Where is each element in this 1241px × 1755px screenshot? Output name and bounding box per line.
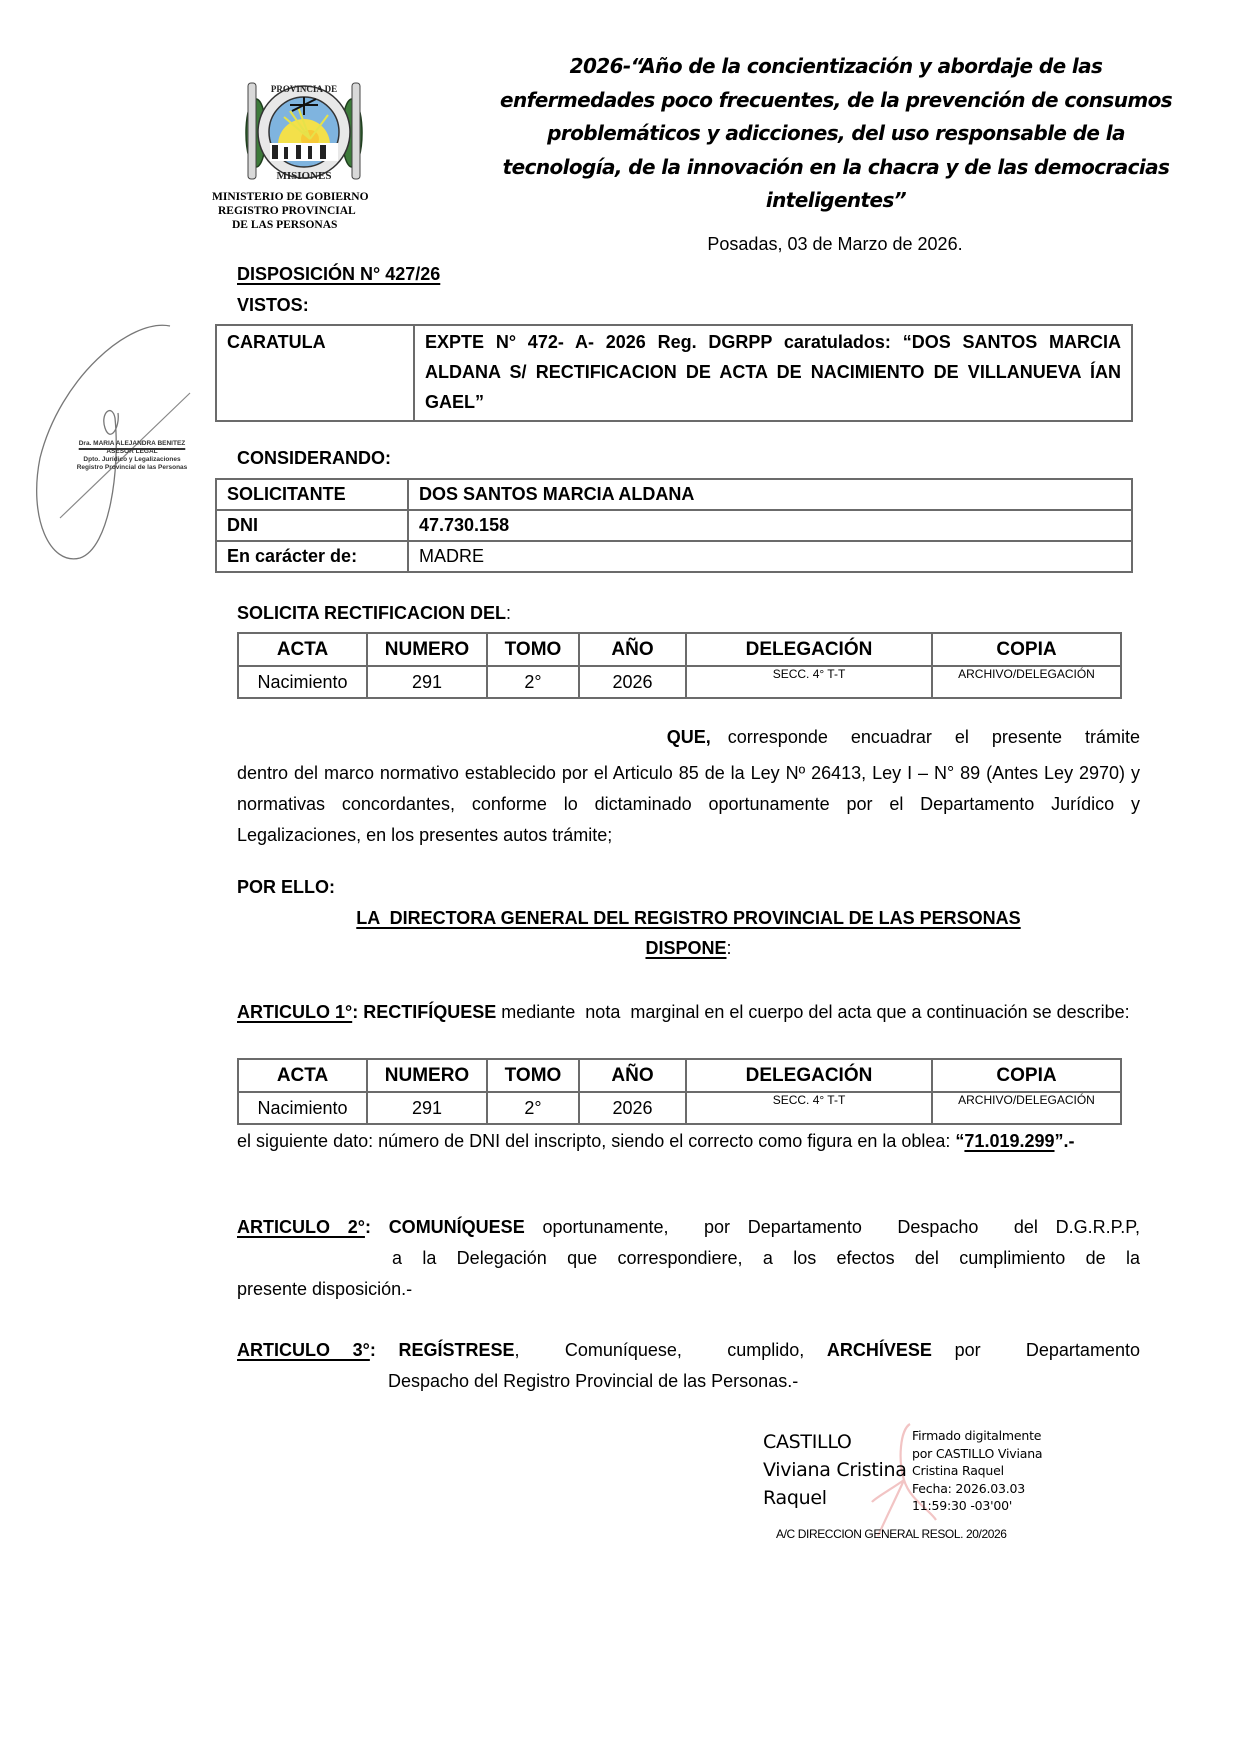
article-1-after-text: el siguiente dato: número de DNI del inscripto, siendo el correcto como figura en la oblea: (237, 1131, 951, 1151)
article-2-label: ARTICULO 2° (237, 1217, 365, 1237)
article-2 (237, 1212, 1140, 1305)
col-header: DELEGACIÓN (686, 633, 932, 666)
cell-numero: 291 (367, 1092, 487, 1124)
stamp-line: Dpto. Jurídico y Legalizaciones (83, 456, 181, 463)
article-2-line2: a la Delegación que correspondiere, a los efectos del cumplimiento de la (392, 1248, 1140, 1268)
motto-line: inteligentes” (765, 188, 907, 212)
article-1-verb: RECTIFÍQUESE (363, 1002, 497, 1022)
dispone-heading (237, 938, 1140, 959)
cell-anio: 2026 (579, 666, 686, 698)
motto-line: problemáticos y adicciones, del uso responsable de la (547, 121, 1125, 145)
article-2-colon: : (364, 1217, 371, 1237)
signer-name (763, 1428, 907, 1512)
col-header: ACTA (238, 1059, 367, 1092)
article-2-line (237, 1212, 1140, 1243)
dni-key: DNI (216, 510, 408, 541)
signer-name-line: Raquel (763, 1487, 827, 1509)
table-row (216, 325, 1132, 421)
article-3 (237, 1335, 1140, 1397)
article-3-label: ARTICULO 3° (237, 1340, 370, 1360)
table-row (216, 541, 1132, 572)
solicita-label (237, 603, 511, 624)
col-header: NUMERO (367, 633, 487, 666)
cell-anio: 2026 (579, 1092, 686, 1124)
col-header: COPIA (932, 1059, 1121, 1092)
que-first-text: corresponde encuadrar el presente trámite (727, 727, 1140, 747)
signature-detail-line: Fecha: 2026.03.03 (912, 1480, 1026, 1496)
dispone-colon: : (726, 938, 732, 958)
table-header-row (238, 633, 1121, 666)
svg-text:PROVINCIA DE: PROVINCIA DE (270, 84, 338, 94)
ministry-line: REGISTRO PROVINCIAL (218, 205, 356, 217)
cell-acta: Nacimiento (238, 1092, 367, 1124)
cell-copia: ARCHIVO/DELEGACIÓN (932, 1092, 1121, 1124)
corrected-dni-value: 71.019.299 (964, 1131, 1055, 1151)
article-2-line1: oportunamente, por Departamento Despacho del D.G.R.P.P, (542, 1217, 1140, 1237)
authority-heading (237, 908, 1140, 929)
caratula-value: EXPTE N° 472- A- 2026 Reg. DGRPP caratulados: “DOS SANTOS MARCIA ALDANA S/ RECTIFICACION DE ACTA DE NACIMIENTO DE VILLANUEVA ÍAN GAEL” (414, 325, 1132, 421)
table-header-row (238, 1059, 1121, 1092)
signature-detail-line: Firmado digitalmente (912, 1428, 1042, 1443)
ministry-header (212, 190, 392, 232)
role-key: En carácter de: (216, 541, 408, 572)
col-header: ACTA (238, 633, 367, 666)
applicant-key: SOLICITANTE (216, 479, 408, 510)
article-1-quote-close: ”.- (1054, 1131, 1075, 1151)
caratula-label: CARATULA (216, 325, 414, 421)
article-3-colon: : (369, 1340, 376, 1360)
authority-text: LA DIRECTORA GENERAL DEL REGISTRO PROVINCIAL DE LAS PERSONAS (356, 908, 1021, 928)
dispone-text: DISPONE (645, 938, 727, 958)
legal-advisor-stamp (62, 440, 202, 472)
que-lead: QUE, (666, 727, 711, 747)
stamp-line: Dra. MARIA ALEJANDRA BENITEZ (78, 440, 186, 447)
col-header: NUMERO (367, 1059, 487, 1092)
signature-detail-line: por CASTILLO Viviana (912, 1445, 1043, 1461)
por-ello-label: POR ELLO: (237, 877, 335, 897)
vistos-label: VISTOS: (237, 295, 309, 315)
col-header: DELEGACIÓN (686, 1059, 932, 1092)
svg-text:MISIONES: MISIONES (276, 170, 332, 182)
motto-line: 2026-“Año de la concientización y abordaje de las (569, 54, 1103, 78)
role-value: MADRE (408, 541, 1132, 572)
disposition-title: DISPOSICIÓN N° 427/26 (237, 264, 441, 284)
dni-value: 47.730.158 (408, 510, 1132, 541)
signature-detail-line: Cristina Raquel (912, 1463, 1004, 1478)
article-3-line2: Despacho del Registro Provincial de las Personas.- (388, 1371, 799, 1391)
article-2-verb: COMUNÍQUESE (388, 1217, 525, 1237)
document-date: Posadas, 03 de Marzo de 2026. (707, 234, 963, 254)
article-3-verb2: ARCHÍVESE (826, 1340, 932, 1360)
article-1 (237, 997, 1140, 1028)
col-header: AÑO (579, 1059, 686, 1092)
article-1-label: ARTICULO 1° (237, 1002, 353, 1022)
signer-name-line: Viviana Cristina (763, 1459, 907, 1481)
considerando-label: CONSIDERANDO: (237, 448, 392, 468)
signer-name-line: CASTILLO (763, 1431, 852, 1453)
digital-signature-details (912, 1427, 1042, 1515)
signature-detail-line: 11:59:30 -03'00' (912, 1498, 1013, 1513)
article-3-verb1: REGÍSTRESE (398, 1340, 515, 1360)
acta-table-request (237, 632, 1122, 699)
article-1-colon: : (352, 1002, 359, 1022)
ministry-line: MINISTERIO DE GOBIERNO (212, 191, 369, 203)
col-header: TOMO (487, 633, 579, 666)
cell-acta: Nacimiento (238, 666, 367, 698)
acta-table-rectify (237, 1058, 1122, 1125)
col-header: TOMO (487, 1059, 579, 1092)
applicant-table (215, 478, 1133, 573)
table-row (238, 666, 1121, 698)
provincia-misiones-coat-of-arms-logo (240, 75, 368, 193)
que-paragraph: dentro del marco normativo establecido por el Articulo 85 de la Ley Nº 26413, Ley I – N° 89 (Antes Ley 2970) y normativas concordantes, conforme lo dictaminado oportunamente por el Departamento Jurídico y Legalizaciones, en los presentes autos trámite; (237, 763, 1140, 845)
article-3-line (237, 1335, 1140, 1366)
table-row (238, 1092, 1121, 1124)
article-1-text: mediante nota marginal en el cuerpo del acta que a continuación se describe: (501, 1002, 1130, 1022)
stamp-line: Registro Provincial de las Personas (76, 464, 188, 471)
que-first-line (237, 727, 1140, 748)
cell-tomo: 2° (487, 666, 579, 698)
cell-numero: 291 (367, 666, 487, 698)
article-3-text2: por Departamento (954, 1340, 1140, 1360)
cell-tomo: 2° (487, 1092, 579, 1124)
motto-line: enfermedades poco frecuentes, de la prevención de consumos (499, 87, 1173, 112)
cell-delegacion: SECC. 4° T-T (686, 1092, 932, 1124)
article-2-line3: presente disposición.- (237, 1279, 413, 1299)
signer-resolution: A/C DIRECCION GENERAL RESOL. 20/2026 (776, 1527, 1007, 1541)
cell-delegacion: SECC. 4° T-T (686, 666, 932, 698)
table-row (216, 510, 1132, 541)
solicita-label-text: SOLICITA RECTIFICACION DEL (237, 603, 506, 623)
ministry-line: DE LAS PERSONAS (232, 219, 338, 231)
caratula-table (215, 324, 1133, 422)
solicita-label-colon: : (506, 603, 512, 623)
applicant-value: DOS SANTOS MARCIA ALDANA (408, 479, 1132, 510)
article-1-continuation (237, 1126, 1140, 1157)
table-row (216, 479, 1132, 510)
col-header: COPIA (932, 633, 1121, 666)
article-3-text1: , Comuníquese, cumplido, (514, 1340, 805, 1360)
motto-line: tecnología, de la innovación en la chacra y de las democracias (502, 154, 1170, 179)
stamp-line: ASESOR LEGAL (106, 448, 158, 455)
cell-copia: ARCHIVO/DELEGACIÓN (932, 666, 1121, 698)
article-1-quote-open: “ (955, 1131, 965, 1151)
year-motto (480, 50, 1192, 218)
col-header: AÑO (579, 633, 686, 666)
